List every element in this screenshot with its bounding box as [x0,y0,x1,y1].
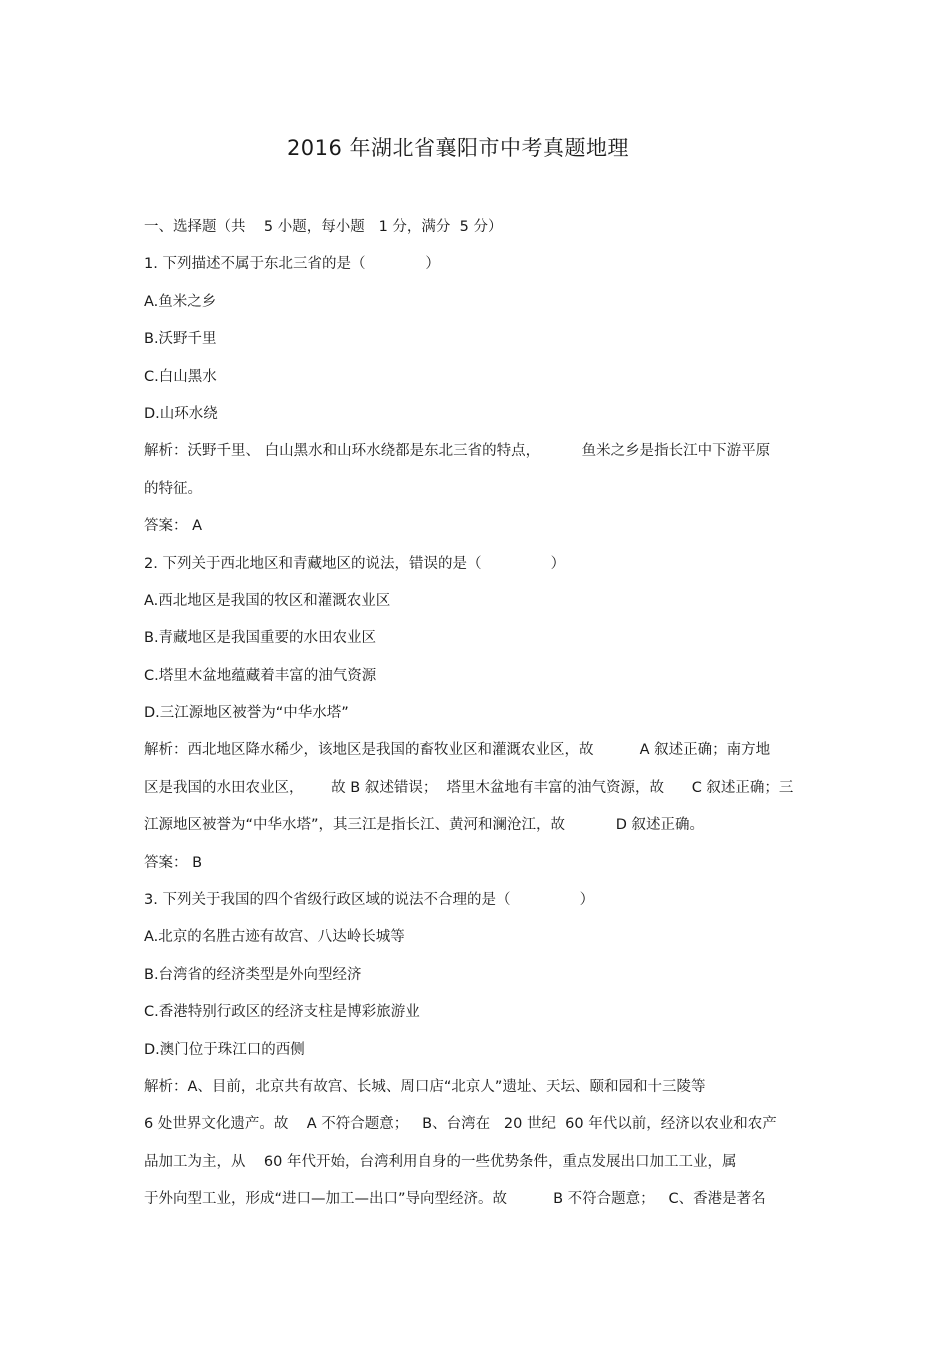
question-1-option-a: A.鱼米之乡 [144,293,217,310]
question-1-stem: 1. 下列描述不属于东北三省的是（ ） [144,256,440,273]
question-1-option-c: C.白山黑水 [144,368,217,385]
document-body [144,216,814,1226]
question-3-analysis-line-3: 品加工为主，从 60 年代开始，台湾利用自身的一些优势条件，重点发展出口加工工业，属 [144,1153,737,1170]
question-2-option-a: A.西北地区是我国的牧区和灌溉农业区 [144,592,391,609]
question-3-stem: 3. 下列关于我国的四个省级行政区域的说法不合理的是（ ） [144,892,595,909]
question-2-stem: 2. 下列关于西北地区和青藏地区的说法，错误的是（ ） [144,555,566,572]
section-header: 一、选择题（共 5 小题，每小题 1 分，满分 5 分） [144,219,503,235]
question-2-analysis-line-2: 区是我国的水田农业区， 故 B 叙述错误； 塔里木盆地有丰富的油气资源，故 C 叙述正确；三 [144,779,794,796]
question-3-analysis-line-4: 于外向型工业，形成“进口—加工—出口”导向型经济。故 B 不符合题意； C、香港是著名 [144,1191,766,1208]
question-2-option-b: B.青藏地区是我国重要的水田农业区 [144,630,377,647]
question-3-analysis-line-1: 解析：A、目前，北京共有故宫、长城、周口店“北京人”遗址、天坛、颐和园和十三陵等 [144,1078,706,1095]
question-3-option-a: A.北京的名胜古迹有故宫、八达岭长城等 [144,929,405,946]
question-1-answer: 答案： A [144,518,203,535]
question-2-option-c: C.塔里木盆地蕴藏着丰富的油气资源 [144,667,377,684]
question-2-option-d: D.三江源地区被誉为“中华水塔” [144,705,349,722]
question-2-answer: 答案： B [144,854,203,871]
question-3-option-c: C.香港特别行政区的经济支柱是博彩旅游业 [144,1004,420,1021]
question-1-option-d: D.山环水绕 [144,405,218,422]
question-3-analysis-line-2: 6 处世界文化遗产。故 A 不符合题意； B、台湾在 20 世纪 60 年代以前，经济以农业和农产 [144,1116,777,1133]
page-title: 2016 年湖北省襄阳市中考真题地理 [286,136,630,160]
question-3-option-d: D.澳门位于珠江口的西侧 [144,1041,305,1058]
question-1-analysis-line-2: 的特征。 [144,480,202,497]
question-3-option-b: B.台湾省的经济类型是外向型经济 [144,966,362,983]
question-2-analysis-line-1: 解析：西北地区降水稀少，该地区是我国的畜牧业区和灌溉农业区，故 A 叙述正确；南方地 [144,742,771,759]
question-1-option-b: B.沃野千里 [144,331,217,348]
question-1-analysis-line-1: 解析：沃野千里、 白山黑水和山环水绕都是东北三省的特点， 鱼米之乡是指长江中下游平原 [144,443,771,460]
question-2-analysis-line-3: 江源地区被誉为“中华水塔”，其三江是指长江、黄河和澜沧江，故 D 叙述正确。 [144,817,704,834]
